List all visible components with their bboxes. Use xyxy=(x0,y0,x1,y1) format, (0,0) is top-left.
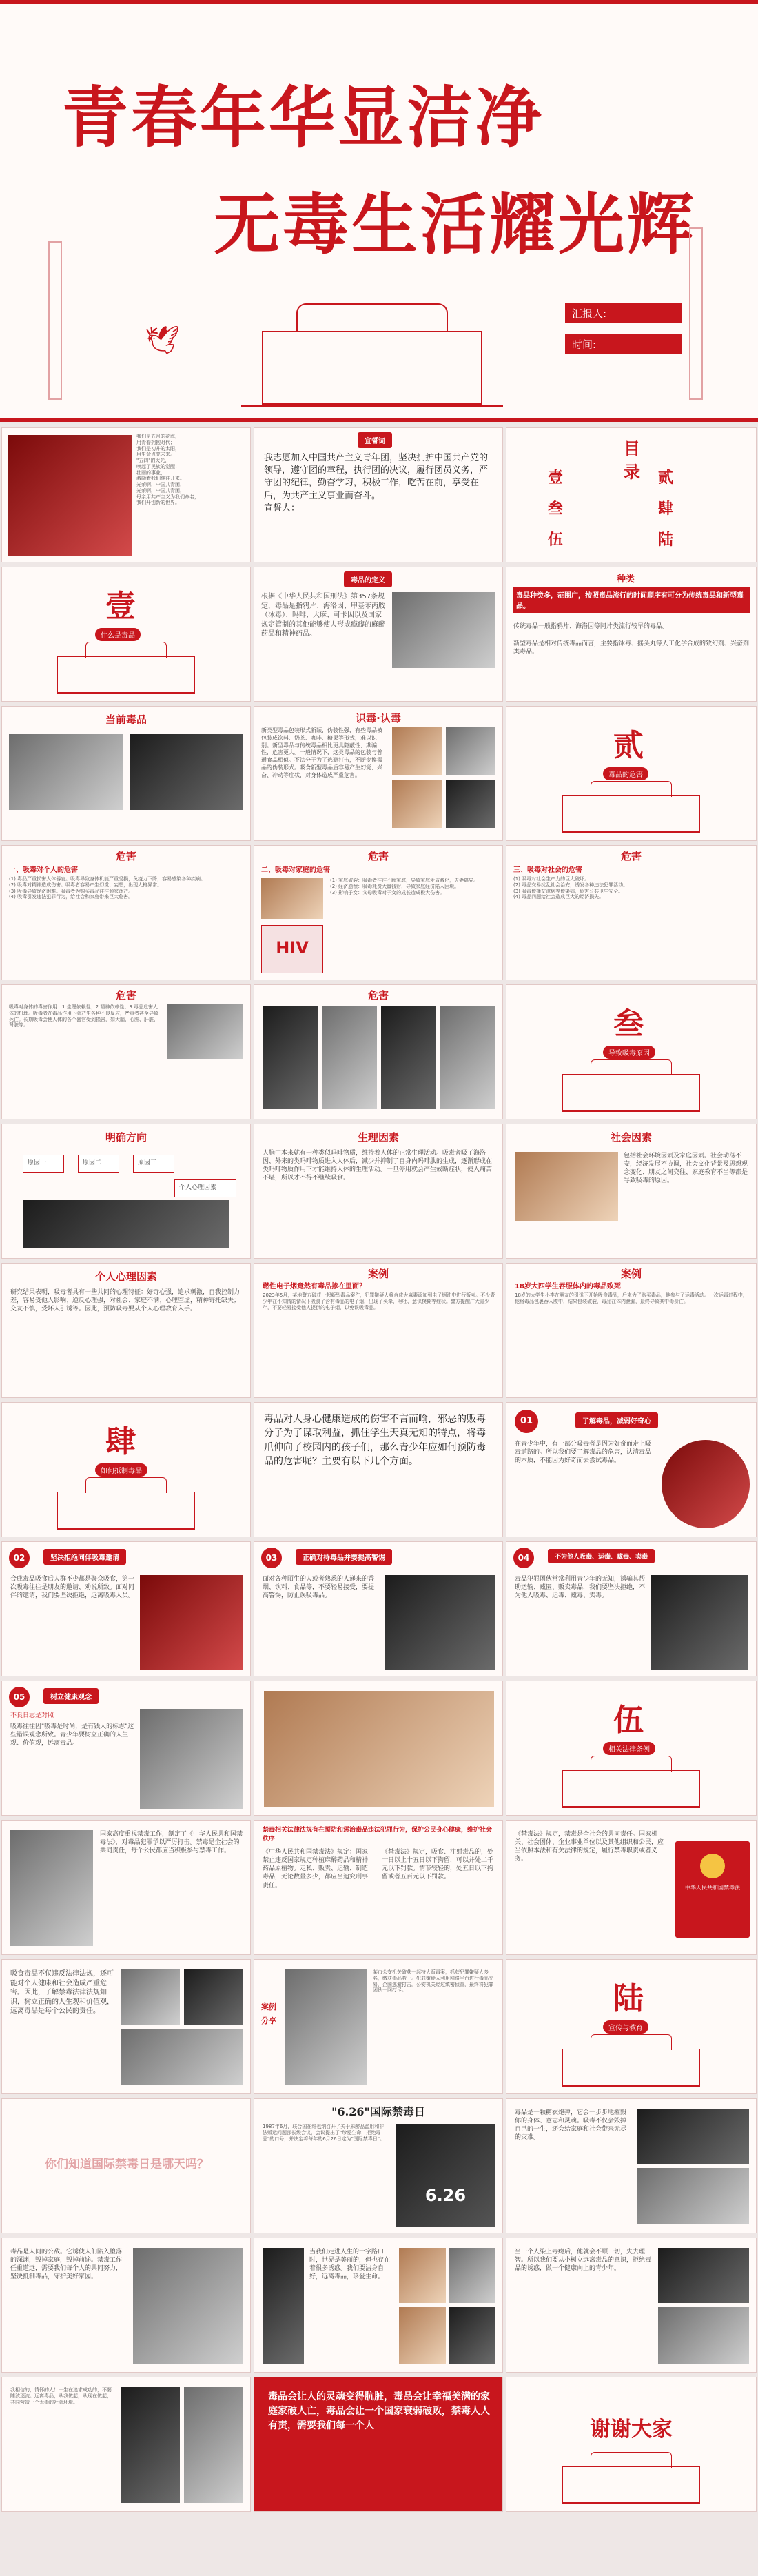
prevention-intro-text: 毒品对人身心健康造成的伤害不言而喻，邪恶的贩毒分子为了谋取利益，抓住学生天真无知的特点，将毒爪伸向了校园内的孩子们，那么青少年应如何预防毒品的危害呢？主要有以下几个方面。 xyxy=(264,1414,486,1467)
drug-day-slide xyxy=(254,2098,503,2233)
social-photo xyxy=(515,1152,618,1221)
drugs-photo-2 xyxy=(130,734,243,810)
drug-day-text: 1987年6月，联合国在维也纳召开了关于麻醉品滥用和非法贩运问题部长级会议，会议提出了"珍爱生命，拒绝毒品"的口号，并决定将每年的6月26日定为"国际禁毒日"。 xyxy=(263,2124,385,2142)
palace-icon xyxy=(562,2049,700,2087)
law-book-title: 中华人民共和国禁毒法 xyxy=(685,1885,740,1891)
sugar-bomb-text: 毒品是一颗糖衣炮弹，它会一步步地摧毁你的身体、意志和灵魂。吸毒不仅会毁掉自己的一生，还会给家庭和社会带来无尽的灾难。 xyxy=(515,2109,627,2142)
reporter-box xyxy=(565,303,682,323)
harm-sub-2: 二、吸毒对家庭的危害 xyxy=(261,866,330,874)
palace-icon xyxy=(57,656,195,694)
law4-photo-2 xyxy=(184,1969,243,2025)
identify-photo-3 xyxy=(392,780,442,828)
harm-photo-3 xyxy=(381,1006,436,1109)
tip5-text: 吸毒往往因"吸毒是时尚，是有钱人的标志"这些错误观念所致。青少年要树立正确的人生观、价值观，远离毒品。 xyxy=(10,1723,134,1747)
direction-item-2: 原因二 xyxy=(78,1155,119,1173)
case2-slide xyxy=(506,1263,757,1398)
section4-slide xyxy=(1,1402,251,1537)
enemy-photo xyxy=(133,2248,243,2364)
section2-label: 毒品的危害 xyxy=(603,767,648,780)
direction-item-1: 原因一 xyxy=(23,1155,64,1173)
tip5-title: 树立健康观念 xyxy=(43,1688,99,1704)
crossroads-text: 当我们走进人生的十字路口时，世界是美丽的，但也存在着很多诱惑。我们要洁身自好，远离毒品，珍爱生命。 xyxy=(309,2249,391,2281)
drug-day-poster-text: 6.26 xyxy=(424,2186,467,2205)
section6-label: 宣传与教育 xyxy=(603,2020,648,2034)
psych-factor-text: 研究结果表明，吸毒者具有一些共同的心理特征：好奇心强，追求刺激，自我控制力差，容易受他人影响；逆反心理强，对社会、家庭不满；心理空虚，精神寄托缺失；交友不慎，受坏人引诱等。因此，预防吸毒要从个人心理教育入手。 xyxy=(10,1289,240,1313)
soul-text: 毒品会让人的灵魂变得肮脏，毒品会让幸福美满的家庭家破人亡，毒品会让一个国家衰弱破败，禁毒人人有责，需要我们每一个人 xyxy=(268,2391,490,2431)
soul-slide xyxy=(254,2377,503,2512)
harm-photo-4 xyxy=(440,1006,495,1109)
tip3-photo xyxy=(385,1575,495,1670)
palace-icon xyxy=(562,795,700,833)
social-factor-title: 社会因素 xyxy=(610,1131,652,1144)
case1-title: 案例 xyxy=(367,1268,389,1280)
tip3-text: 面对各种陌生的人或者熟悉的人递来的香烟、饮料、食品等，不要轻易接受，要提高警惕，防止误吸毒品。 xyxy=(263,1576,375,1600)
law2-text: 《中华人民共和国禁毒法》规定：国家禁止违反国家规定种植麻醉药品和精神药品原植物。走私、贩卖、运输、制造毒品，无论数量多少，都应当追究刑事责任。 xyxy=(263,1849,369,1889)
law4-slide xyxy=(1,1959,251,2094)
toc-item-6[interactable]: 陆 xyxy=(658,531,674,549)
section6-number: 陆 xyxy=(613,1981,644,2016)
tip5-slide xyxy=(1,1681,251,1816)
section4-label: 如何抵制毒品 xyxy=(95,1463,147,1477)
sugar-bomb-photo-2 xyxy=(637,2168,749,2224)
harm-title-2: 危害 xyxy=(367,850,389,862)
current-drugs-slide xyxy=(1,706,251,841)
toc-title2: 录 xyxy=(624,463,640,482)
believe-slide xyxy=(1,2377,251,2512)
harm-text-1: (1) 毒品严重损害人体器官。吸毒导致身体机能严重受损，免疫力下降，容易感染各种疾病。 (2) 吸毒对精神造成伤害。吸毒者容易产生幻觉、妄想，出现人格异常。 (3) 吸毒导致经济困难。吸毒者为购买毒品往往倾家荡产。 (4) 吸毒引发违法犯罪行为，给社会和家庭带来巨大危害。 xyxy=(9,876,206,900)
section6-slide xyxy=(506,1959,757,2094)
physiological-title: 生理因素 xyxy=(357,1131,399,1144)
law4-text: 吸食毒品不仅违反法律法规，还可能对个人健康和社会造成严重危害。因此，了解禁毒法律法规知识，树立正确的人生观和价值观，远离毒品是每个公民的责任。 xyxy=(10,1970,114,2015)
psych-factor-slide xyxy=(1,1263,251,1398)
believe-photo-1 xyxy=(121,2387,180,2503)
psych-factor-title: 个人心理因素 xyxy=(94,1270,157,1283)
tip4-number: 04 xyxy=(513,1548,534,1568)
section3-number: 叁 xyxy=(613,1006,644,1042)
tip4-title: 不为他人吸毒、运毒、藏毒、卖毒 xyxy=(548,1549,655,1563)
tip2-title: 坚决拒绝同伴吸毒邀请 xyxy=(43,1549,126,1565)
question-text: 你们知道国际禁毒日是哪天吗？ xyxy=(45,2158,209,2171)
oath-slide xyxy=(254,427,503,562)
oath-title: 宣誓词 xyxy=(358,432,392,448)
toc-item-5[interactable]: 伍 xyxy=(548,531,564,549)
dove-icon: 🕊 xyxy=(145,325,180,356)
types-text2: 新型毒品是相对传统毒品而言，主要指冰毒、摇头丸等人工化学合成的致幻剂、兴奋剂类毒品。 xyxy=(513,640,750,656)
body-photo xyxy=(167,1004,243,1059)
types-slide xyxy=(506,567,757,702)
section1-slide xyxy=(1,567,251,702)
law2-title: 禁毒相关法律法规有在预防和惩治毒品违法犯罪行为，保护公民身心健康，维护社会秩序 xyxy=(263,1827,493,1843)
direction-title: 明确方向 xyxy=(105,1131,147,1144)
hiv-box xyxy=(261,925,323,973)
toc-title: 目 xyxy=(624,439,640,458)
direction-item-3: 原因三 xyxy=(133,1155,174,1173)
tip5-photo xyxy=(140,1709,243,1809)
tip1-text: 在青少年中，有一部分吸毒者是因为好奇而走上吸毒道路的。所以我们要了解毒品的危害，认清毒品的本质，不能因为好奇而去尝试毒品。 xyxy=(515,1441,652,1465)
tip1-photo xyxy=(662,1440,750,1528)
enemy-text: 毒品是人间的公敌。它诱使人们陷入堕落的深渊，毁掉家庭，毁掉前途。禁毒工作任重道远，需要我们每个人的共同努力，坚决抵制毒品，守护美好家园。 xyxy=(10,2249,123,2281)
tip3-title: 正确对待毒品并要提高警惕 xyxy=(296,1549,392,1565)
harm-sub-1: 一、吸毒对个人的危害 xyxy=(9,866,78,874)
cover-slide xyxy=(0,0,758,422)
law1-slide xyxy=(1,1820,251,1955)
types-text1: 传统毒品一般指鸦片、海洛因等阿片类流行较早的毒品。 xyxy=(513,623,669,630)
crossroads-slide xyxy=(254,2238,503,2373)
section4-number: 肆 xyxy=(105,1424,136,1459)
tip2-photo xyxy=(140,1575,243,1670)
faces-photo-4 xyxy=(449,2307,495,2364)
harm-text-2: (1) 家庭破裂：吸毒者往往不顾家庭，导致家庭矛盾激化，夫妻离异。 (2) 经济崩溃：吸毒耗费大量钱财，导致家庭经济陷入困境。 (3) 影响子女：父母吸毒对子女的成长造成极大伤害。 xyxy=(330,878,479,895)
law4-photo-1 xyxy=(121,1969,180,2025)
sugar-bomb-slide xyxy=(506,2098,757,2233)
harm-individual-slide xyxy=(1,845,251,980)
faces-photo-2 xyxy=(449,2248,495,2303)
time-box xyxy=(565,334,682,354)
tip4-slide xyxy=(506,1541,757,1676)
case-share-text: 某市公安机关破获一起特大贩毒案，抓获犯罪嫌疑人多名，缴获毒品若干。犯罪嫌疑人利用网络平台进行毒品交易，企图逃避打击。公安机关经过缜密侦查，最终将犯罪团伙一网打尽。 xyxy=(373,1969,493,1994)
law-book xyxy=(675,1841,750,1938)
reporter-label: 汇报人: xyxy=(572,307,607,320)
sugar-bomb-photo-1 xyxy=(637,2109,749,2164)
direction-item-4: 个人心理因素 xyxy=(174,1179,236,1197)
identify-photo-2 xyxy=(446,727,495,775)
drugs-photo-1 xyxy=(9,734,123,810)
case2-text: 18岁的大学生小李在朋友的引诱下开始吸食毒品，后来为了购买毒品，他参与了运毒活动。一次运毒过程中，他将毒品包裹吞入腹中，结果包装破裂，毒品在体内泄漏，最终导致其中毒身亡。 xyxy=(515,1292,748,1304)
tip3-slide xyxy=(254,1541,503,1676)
toc-item-1[interactable]: 壹 xyxy=(548,469,564,487)
section5-label: 相关法律条例 xyxy=(603,1742,655,1755)
cover-title-line2: 无毒生活耀光辉 xyxy=(214,185,696,263)
tip2-number: 02 xyxy=(9,1548,30,1568)
addiction-photo-1 xyxy=(658,2248,749,2303)
case-share-label2: 分享 xyxy=(261,2016,276,2025)
case1-sub: 燃性电子烟竟然有毒品掺在里面？ xyxy=(263,1283,366,1290)
believe-text: 我相信的，情怀的人！一生在追求成功的，不要随波逐流。远离毒品，从我做起，从现在做起，共同营造一个无毒的社会环境。 xyxy=(10,2387,112,2405)
question-slide xyxy=(1,2098,251,2233)
cover-title-line1: 青春年华显洁净 xyxy=(62,79,544,156)
physiological-slide xyxy=(254,1124,503,1259)
case2-sub: 18岁大四学生吞服体内的毒品致死 xyxy=(515,1283,621,1290)
family-cartoon xyxy=(261,878,323,919)
drug-day-poster xyxy=(396,2124,495,2227)
faces-photo-1 xyxy=(399,2248,446,2303)
tip5-number: 05 xyxy=(9,1687,30,1707)
case-share-label1: 案例 xyxy=(261,2002,276,2011)
thanks-slide xyxy=(506,2377,757,2512)
harm-text-4: 吸毒对身体的毒害作用：1.生理依赖性；2.精神依赖性；3.毒品危害人体的机理。吸毒者在毒品作用下会产生各种不良反应，严重者甚至导致死亡。长期吸毒会使人体的各个器官受到损害，如大脑、心脏、肝脏、肾脏等。 xyxy=(9,1004,158,1028)
law1-text: 国家高度重视禁毒工作，制定了《中华人民共和国禁毒法》，对毒品犯罪予以严厉打击。禁毒是全社会的共同责任，每个公民都应当积极参与禁毒工作。 xyxy=(100,1831,243,1855)
current-drugs-title: 当前毒品 xyxy=(105,713,147,726)
tip1-title: 了解毒品，减弱好奇心 xyxy=(575,1412,658,1428)
physiological-text: 人脑中本来就有一种类似吗啡物质，维持着人体的正常生理活动。吸毒者吸了海洛因、外来的类吗啡物质进入人体后，减少并抑制了自身内吗啡肽的生成，逐渐形成在类吗啡物质作用下才能维持人体的生理活动。一旦停用就会产生戒断症状，使人痛苦不堪，所以才不得不继续吸食。 xyxy=(263,1150,493,1182)
law-photo-1 xyxy=(10,1830,93,1946)
harm-photo-2 xyxy=(322,1006,377,1109)
harm-title-1: 危害 xyxy=(115,850,136,862)
types-title: 种类 xyxy=(617,574,635,585)
harm-body-slide xyxy=(1,984,251,1119)
harm-title-3: 危害 xyxy=(620,850,642,862)
pillar-right xyxy=(689,227,703,400)
crossroads-photo xyxy=(263,2248,304,2364)
palace-icon xyxy=(562,2466,700,2504)
cover-top-bar xyxy=(0,0,758,4)
faces-photo-3 xyxy=(399,2307,446,2364)
definition-text: 根据《中华人民共和国刑法》第357条规定，毒品是指鸦片、海洛因、甲基苯丙胺（冰毒）、吗啡、大麻、可卡因以及国家规定管制的其他能够使人形成瘾癖的麻醉药品和精神药品。 xyxy=(261,593,385,638)
social-factor-text: 包括社会环境因素及家庭因素。社会动荡不安，经济发展不协调，社会文化背景及思想观念变化、朋友之间交往、家庭教育不当等都是导致吸毒的原因。 xyxy=(624,1153,748,1185)
social-factor-slide xyxy=(506,1124,757,1259)
section1-number: 壹 xyxy=(105,589,136,624)
tip3-number: 03 xyxy=(261,1548,282,1568)
toc-item-4[interactable]: 肆 xyxy=(658,500,674,518)
tip2-text: 合成毒品吸食后人群不少都是聚众吸食，第一次吸毒往往是朋友的邀请、劝说所致。面对同伴的邀请，我们要坚决拒绝，远离吸毒人员。 xyxy=(10,1576,135,1600)
definition-title: 毒品的定义 xyxy=(344,571,392,587)
tip5-sub: 不良日志是对照 xyxy=(10,1712,54,1719)
thanks-text: 谢谢大家 xyxy=(590,2417,673,2442)
time-label: 时间: xyxy=(572,338,597,351)
law3-text: 《禁毒法》规定，禁毒是全社会的共同责任。国家机关、社会团体、企业事业单位以及其他组织和公民，应当依照本法和有关法律的规定，履行禁毒职责或者义务。 xyxy=(515,1831,664,1863)
law2-slide xyxy=(254,1820,503,1955)
case-share-photo xyxy=(285,1969,367,2085)
toc-slide xyxy=(506,427,757,562)
direction-photo xyxy=(23,1200,229,1248)
law4-photo-3 xyxy=(121,2029,243,2085)
case1-text: 2023年5月，某地警方破获一起新型毒品案件，犯罪嫌疑人将合成大麻素添加到电子烟油中进行贩卖。不少青少年在不知情的情况下吸食了含有毒品的电子烟，出现了头晕、呕吐、意识模糊等症状。警方提醒广大青少年，不要轻易接受他人提供的电子烟，以免误吸毒品。 xyxy=(263,1292,495,1310)
addiction-photo-2 xyxy=(658,2307,749,2364)
section3-slide xyxy=(506,984,757,1119)
prevention-intro-slide xyxy=(254,1402,503,1537)
students-photo xyxy=(264,1691,494,1807)
definition-slide xyxy=(254,567,503,702)
identify-title: 识毒·认毒 xyxy=(356,712,401,724)
toc-item-3[interactable]: 叁 xyxy=(548,500,564,518)
palace-icon xyxy=(57,1492,195,1530)
oath-text: 我志愿加入中国共产主义青年团，坚决拥护中国共产党的领导，遵守团的章程，执行团的决议，履行团员义务，严守团的纪律，勤奋学习，积极工作，吃苦在前，享受在后，为共产主义事业而奋斗。 宣誓人： xyxy=(264,453,489,514)
harm-photo-1 xyxy=(263,1006,318,1109)
law3-slide xyxy=(506,1820,757,1955)
toc-item-2[interactable]: 贰 xyxy=(658,469,674,487)
identify-slide xyxy=(254,706,503,841)
poem-text: 我们是五月的花海， 用青春拥抱时代； 我们是初升的太阳， 用生命点亮未来。 "五四"的火光， 唤起了民族的觉醒； 壮丽的事业， 激励着我们继往开来。 光荣啊，中国共青团， 光荣啊，中国共青团， 母亲用共产主义为我们命名， 我们开创新的世界。 xyxy=(136,434,199,506)
drug-day-title: "6.26"国际禁毒日 xyxy=(331,2105,425,2118)
section2-slide xyxy=(506,706,757,841)
tiananmen-icon xyxy=(241,303,503,407)
tip1-slide xyxy=(506,1402,757,1537)
national-emblem-icon xyxy=(700,1854,725,1878)
harm-sub-3: 三、吸毒对社会的危害 xyxy=(513,866,582,874)
tip4-text: 毒品犯罪团伙常常利用青少年的无知，诱骗其帮助运输、藏匿、贩卖毒品，我们要坚决拒绝，不为他人吸毒、运毒、藏毒、卖毒。 xyxy=(515,1576,646,1600)
law2-text2: 《禁毒法》规定，吸食、注射毒品的，处十日以上十五日以下拘留，可以并处二千元以下罚款。情节较轻的，处五日以下拘留或者五百元以下罚款。 xyxy=(382,1849,494,1881)
section5-slide xyxy=(506,1681,757,1816)
direction-slide xyxy=(1,1124,251,1259)
harm-images-slide xyxy=(254,984,503,1119)
section1-label: 什么是毒品 xyxy=(95,628,141,641)
hiv-text: HIV xyxy=(276,938,309,957)
harm-society-slide xyxy=(506,845,757,980)
tip1-number: 01 xyxy=(515,1410,538,1433)
section5-number: 伍 xyxy=(613,1703,644,1738)
case1-slide xyxy=(254,1263,503,1398)
case2-title: 案例 xyxy=(620,1268,642,1280)
pillar-left xyxy=(48,241,62,400)
tip2-slide xyxy=(1,1541,251,1676)
palace-icon xyxy=(562,1074,700,1112)
harm-title-5: 危害 xyxy=(367,989,389,1002)
enemy-slide xyxy=(1,2238,251,2373)
addiction-slide xyxy=(506,2238,757,2373)
identify-text: 新类型毒品包装形式新颖，伪装性强，有些毒品被包装成饮料、奶茶、咖啡、糖果等形式，难以识别。新型毒品与传统毒品相比更具隐蔽性、欺骗性，危害更大。一般情况下，这类毒品的包装与普通食品相似。不法分子为了逃避打击，不断变换毒品的伪装形式。吸食新型毒品后容易产生幻觉、兴奋、冲动等症状，对身体造成严重危害。 xyxy=(261,727,382,778)
harm-title-4: 危害 xyxy=(115,989,136,1002)
identify-photo-1 xyxy=(392,727,442,775)
identify-photo-4 xyxy=(446,780,495,828)
drug-photo xyxy=(392,592,495,668)
section2-number: 贰 xyxy=(613,728,644,763)
palace-icon xyxy=(562,1770,700,1808)
poem-photo xyxy=(8,435,132,556)
photo-slide xyxy=(254,1681,503,1816)
tip4-photo xyxy=(651,1575,748,1670)
section3-label: 导致吸毒原因 xyxy=(603,1046,655,1059)
believe-photo-2 xyxy=(184,2387,243,2503)
types-lead: 毒品种类多，范围广，按照毒品流行的时间顺序有可分为传统毒品和新型毒品。 xyxy=(513,587,750,613)
harm-family-slide xyxy=(254,845,503,980)
case-share-slide xyxy=(254,1959,503,2094)
poem-slide xyxy=(1,427,251,562)
addiction-text: 当一个人染上毒瘾后，他就会不顾一切，失去理智。所以我们要从小树立远离毒品的意识，拒绝毒品的诱惑，做一个健康向上的青少年。 xyxy=(515,2249,652,2273)
harm-text-3: (1) 吸毒对社会生产力的巨大破坏。 (2) 毒品交易扰乱社会治安，诱发各种违法犯罪活动。 (3) 吸毒传播艾滋病等传染病，危害公共卫生安全。 (4) 毒品问题给社会造成巨大的经济损失。 xyxy=(513,876,628,900)
cover-bottom-bar xyxy=(0,418,758,422)
